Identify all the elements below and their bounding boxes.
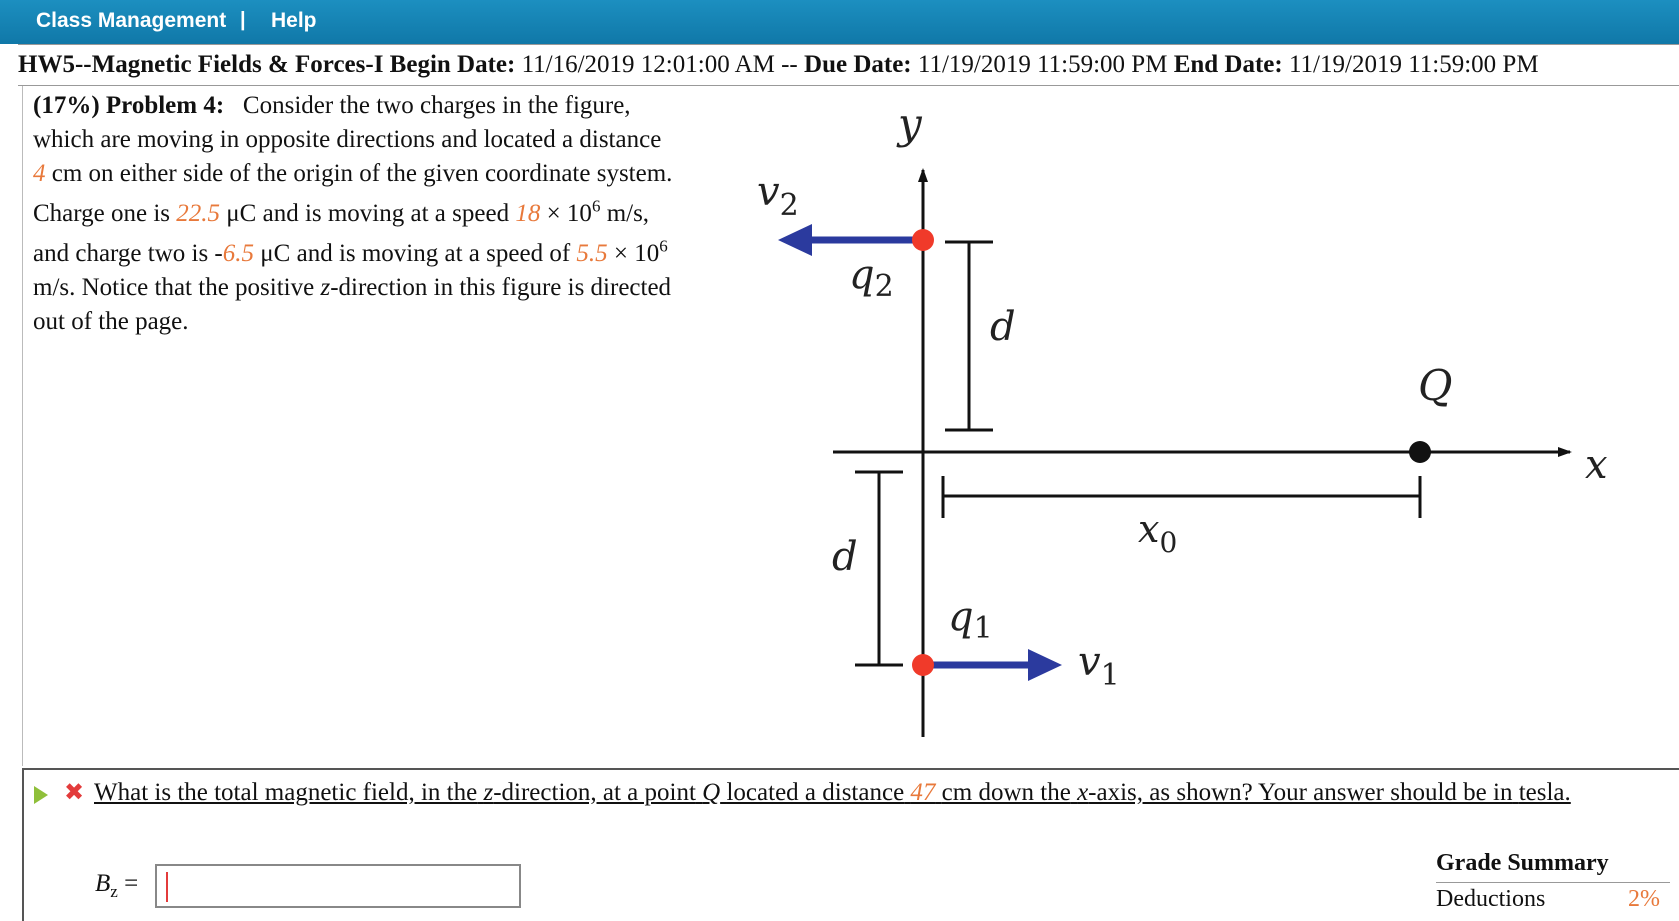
problem-line-1 <box>33 89 743 123</box>
x0-letter: x <box>1138 507 1160 551</box>
speed-two-value: 5.5 <box>576 240 608 267</box>
problem-statement <box>33 89 743 339</box>
z-symbol: z <box>320 274 331 301</box>
question-distance: 47 <box>910 779 936 806</box>
x0-dimension <box>943 476 1420 518</box>
x0-label <box>1138 507 1177 559</box>
question-t4: cm down the <box>941 779 1071 806</box>
question-t3: located a distance <box>726 779 905 806</box>
problem-text-l5c: × 10 <box>613 240 660 267</box>
nav-separator: | <box>240 9 246 31</box>
problem-line-7: out of the page. <box>33 308 189 335</box>
problem-text-l3: cm on either side of the origin of the given coordinate system. <box>51 160 673 187</box>
problem-line-6 <box>33 271 743 305</box>
grade-summary-title: Grade Summary <box>1436 850 1609 876</box>
v2-letter: v <box>757 169 780 215</box>
problem-line-2: which are moving in opposite directions and located a distance <box>33 126 662 153</box>
d-label-top: d <box>990 304 1016 350</box>
problem-text-l5b: μC and is moving at a speed of <box>260 240 571 267</box>
problem-figure <box>740 90 1679 760</box>
q2-letter: q <box>849 252 875 298</box>
problem-line-3 <box>33 157 743 191</box>
q2-label <box>849 252 894 304</box>
charge-q1 <box>912 654 934 676</box>
answer-label-letter: B <box>95 870 111 897</box>
due-date-label: Due Date: <box>804 51 912 78</box>
begin-date-label: Begin Date: <box>389 51 516 78</box>
problem-text-l4d: m/s, <box>606 200 650 227</box>
problem-line-5 <box>33 237 743 271</box>
v1-subscript: 1 <box>1100 658 1120 693</box>
question-t5: -axis, as shown? Your answer should be in <box>1088 779 1513 806</box>
charge-two-value: 6.5 <box>222 240 255 267</box>
nav-help[interactable]: Help <box>271 9 317 32</box>
question-status-icons <box>28 778 94 807</box>
distance-value: 4 <box>33 160 46 187</box>
x-axis-label: x <box>1585 442 1608 488</box>
question-t6: tesla. <box>1518 779 1571 806</box>
problem-text-l5a: and charge two is - <box>33 240 223 267</box>
answer-label <box>95 870 138 902</box>
d-label-bottom: d <box>832 534 858 580</box>
grade-summary-divider <box>1436 882 1670 883</box>
play-icon[interactable] <box>34 786 48 804</box>
problem-title: Problem 4: <box>105 92 225 119</box>
top-d-dimension <box>945 242 993 430</box>
problem-text-l4b: μC and is moving at a speed <box>226 200 510 227</box>
v1-arrow <box>923 649 1062 681</box>
incorrect-x-icon: ✖ <box>64 778 85 807</box>
answer-equals: = <box>124 870 139 897</box>
end-date-label: End Date: <box>1173 51 1283 78</box>
q1-letter: q <box>948 594 974 640</box>
exp-one: 6 <box>591 196 601 216</box>
end-date: 11/19/2019 11:59:00 PM <box>1288 51 1539 78</box>
problem-line-4 <box>33 197 743 231</box>
y-axis-label: y <box>898 99 922 148</box>
question-Q: Q <box>702 779 721 806</box>
v2-label <box>757 169 799 223</box>
begin-date: 11/16/2019 12:01:00 AM <box>521 51 775 78</box>
q1-subscript: 1 <box>973 611 993 646</box>
charge-q2 <box>912 229 934 251</box>
x0-subscript: 0 <box>1159 526 1178 559</box>
question-z: z <box>483 779 494 806</box>
bottom-d-dimension <box>855 472 903 665</box>
v1-label <box>1078 639 1120 693</box>
exp-two: 6 <box>659 236 668 256</box>
point-Q <box>1409 441 1431 463</box>
text-caret <box>166 872 168 902</box>
assignment-header <box>18 44 1679 86</box>
assignment-name: HW5--Magnetic Fields & Forces-I <box>18 51 384 78</box>
v2-subscript: 2 <box>779 188 799 223</box>
v1-letter: v <box>1078 639 1101 685</box>
problem-text-l6b: -direction in this figure is directed <box>330 274 672 301</box>
problem-text-l1: Consider the two charges in the figure, <box>242 92 631 119</box>
charge-one-value: 22.5 <box>176 200 221 227</box>
date-dash: -- <box>781 51 798 78</box>
deductions-value: 2% <box>1628 886 1660 912</box>
due-date: 11/19/2019 11:59:00 PM <box>917 51 1168 78</box>
question-t2: -direction, at a point <box>493 779 696 806</box>
question-x: x <box>1077 779 1089 806</box>
problem-text-l4c: × 10 <box>546 200 592 227</box>
question-t1: What is the total magnetic field, in the <box>94 779 478 806</box>
Q-label: Q <box>1418 361 1453 410</box>
question-text <box>28 776 1668 810</box>
top-nav-bar <box>0 0 1679 44</box>
deductions-label: Deductions <box>1436 886 1546 912</box>
q1-label <box>948 594 993 646</box>
nav-class-management[interactable]: Class Management <box>36 9 227 32</box>
answer-input[interactable] <box>155 864 521 908</box>
answer-label-subscript: z <box>110 882 118 901</box>
speed-one-value: 18 <box>515 200 541 227</box>
q2-subscript: 2 <box>874 269 894 304</box>
problem-text-l6a: m/s. Notice that the positive <box>33 274 315 301</box>
problem-text-l4a: Charge one is <box>33 200 171 227</box>
problem-percent: (17%) <box>33 92 100 119</box>
